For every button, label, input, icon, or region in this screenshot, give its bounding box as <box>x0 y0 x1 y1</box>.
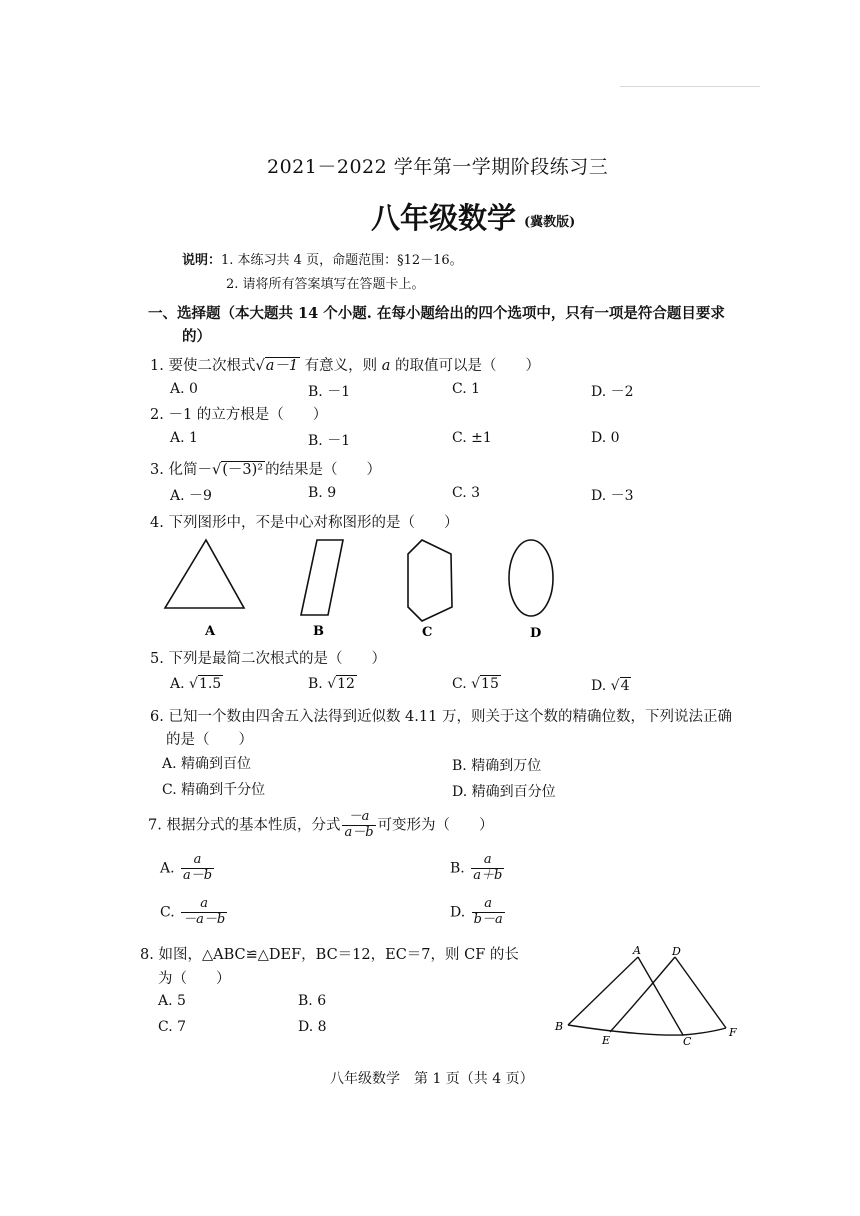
segment-ac <box>638 957 683 1035</box>
parallelogram-shape <box>301 540 343 615</box>
q1-pre: 1. 要使二次根式 <box>150 358 256 374</box>
q7-d-prefix: D. <box>450 904 470 921</box>
q7-b-fraction <box>471 853 504 884</box>
q3-option-a[interactable]: A. －9 <box>170 488 212 504</box>
figure-label-c: C <box>422 625 433 640</box>
q5-option-a[interactable] <box>170 676 223 692</box>
question-1 <box>150 354 540 375</box>
q3-radical: √(－3)² <box>211 462 264 478</box>
q7-pre: 7. 根据分式的基本性质，分式 <box>148 817 341 834</box>
q5-d-prefix: D. <box>591 678 611 694</box>
q2-option-d[interactable]: D. 0 <box>591 430 620 446</box>
notes-label: 说明： <box>182 253 222 268</box>
q8-triangle-figure <box>548 940 748 1050</box>
q7-d-fraction <box>472 897 505 928</box>
q2-option-b[interactable]: B. －1 <box>308 433 351 449</box>
q1-post: 有意义，则 <box>300 358 382 374</box>
q1-post2: 的取值可以是（ ） <box>390 358 541 374</box>
q5-a-radical: √1.5 <box>189 676 222 692</box>
hexagon-shape <box>408 540 452 621</box>
q5-c-radical: √15 <box>471 676 499 692</box>
q5-c-radicand: 15 <box>481 676 499 692</box>
q3-option-d[interactable]: D. －3 <box>591 488 634 504</box>
q5-d-radical: √4 <box>610 678 630 694</box>
question-7 <box>148 810 494 841</box>
q1-option-b[interactable]: B. －1 <box>308 384 351 400</box>
q3-post: 的结果是（ ） <box>265 462 382 478</box>
baseline-segment <box>568 1025 726 1035</box>
scan-artifact-line <box>620 86 760 87</box>
question-6: 6. 已知一个数由四舍五入法得到近似数 4.11 万，则关于这个数的精确位数，下列说法正确 <box>150 709 732 725</box>
q7-option-a[interactable] <box>160 853 216 884</box>
q7-c-prefix: C. <box>160 904 180 921</box>
q5-d-radicand: 4 <box>620 678 630 694</box>
q3-option-b[interactable]: B. 9 <box>308 485 337 501</box>
exam-title: 2021－2022 学年第一学期阶段练习三 <box>267 156 609 178</box>
q7-b-den: a＋b <box>473 867 503 883</box>
q5-option-c[interactable] <box>452 676 501 692</box>
notes-block <box>182 249 463 268</box>
q6-option-b[interactable]: B. 精确到万位 <box>452 758 542 774</box>
q7-option-d[interactable] <box>450 897 507 928</box>
question-3 <box>150 458 381 479</box>
point-e-label: E <box>602 1034 611 1047</box>
q5-b-prefix: B. <box>308 676 328 692</box>
segment-de <box>610 957 675 1032</box>
page-footer: 八年级数学 第 1 页（共 4 页） <box>330 1071 534 1087</box>
q8-option-d[interactable]: D. 8 <box>298 1019 327 1035</box>
q7-a-den: a－b <box>183 867 213 883</box>
point-b-label: B <box>555 1020 564 1033</box>
q5-b-radicand: 12 <box>337 676 355 692</box>
q6-option-a[interactable]: A. 精确到百位 <box>162 756 252 772</box>
question-4: 4. 下列图形中，不是中心对称图形的是（ ） <box>150 515 459 531</box>
question-8-cont: 为（ ） <box>158 971 231 987</box>
q5-a-radicand: 1.5 <box>198 676 222 692</box>
q7-c-den: －a－b <box>183 911 226 927</box>
q5-a-prefix: A. <box>170 676 190 692</box>
q7-a-prefix: A. <box>160 860 180 877</box>
q2-option-a[interactable]: A. 1 <box>170 430 198 446</box>
section-heading-cont: 的） <box>182 328 211 345</box>
point-f-label: F <box>729 1026 737 1039</box>
q8-option-c[interactable]: C. 7 <box>158 1019 187 1035</box>
q8-option-a[interactable]: A. 5 <box>158 993 186 1009</box>
q7-a-fraction <box>181 853 214 884</box>
q7-d-den: b－a <box>473 911 503 927</box>
figure-label-a: A <box>205 624 216 639</box>
q3-option-c[interactable]: C. 3 <box>452 485 481 501</box>
q7-c-num: a <box>200 896 209 911</box>
point-a-label: A <box>633 944 641 957</box>
q7-d-num: a <box>484 896 493 911</box>
section-heading: 一、选择题（本大题共 14 个小题. 在每小题给出的四个选项中，只有一项是符合题目要求 <box>148 305 725 322</box>
point-c-label: C <box>683 1035 692 1048</box>
segment-df <box>675 957 726 1028</box>
q1-var: a <box>381 358 391 374</box>
q3-pre: 3. 化简－ <box>150 462 212 478</box>
edition-label: (冀教版) <box>524 215 576 230</box>
q7-post: 可变形为（ ） <box>377 817 494 834</box>
q5-b-radical: √12 <box>327 676 355 692</box>
q7-b-num: a <box>483 852 492 867</box>
exam-subtitle: 八年级数学 <box>371 201 517 235</box>
q1-option-c[interactable]: C. 1 <box>452 381 481 397</box>
question-2: 2. －1 的立方根是（ ） <box>150 407 328 423</box>
q7-denominator: a－b <box>344 824 374 840</box>
q5-c-prefix: C. <box>452 676 472 692</box>
point-d-label: D <box>672 945 681 958</box>
segment-ab <box>568 957 638 1025</box>
q7-c-fraction <box>181 897 227 928</box>
q8-option-b[interactable]: B. 6 <box>298 993 327 1009</box>
q5-option-d[interactable] <box>591 678 631 694</box>
q2-option-c[interactable]: C. ±1 <box>452 430 492 446</box>
q3-radicand: (－3)² <box>222 462 264 478</box>
triangle-shape <box>165 540 244 608</box>
q7-numerator: －a <box>348 809 370 824</box>
figure-label-b: B <box>313 624 324 639</box>
q5-option-b[interactable] <box>308 676 357 692</box>
q1-radicand: a－1 <box>265 358 299 374</box>
q7-fraction <box>342 810 375 841</box>
q7-option-b[interactable] <box>450 853 506 884</box>
ellipse-shape <box>509 540 553 616</box>
q6-option-d[interactable]: D. 精确到百分位 <box>452 784 556 800</box>
q6-option-c[interactable]: C. 精确到千分位 <box>162 782 266 798</box>
q1-radical: √a－1 <box>255 358 299 374</box>
q1-option-a[interactable]: A. 0 <box>170 381 198 397</box>
notes-line-1: 1. 本练习共 4 页，命题范围：§12－16。 <box>221 253 463 268</box>
q7-b-prefix: B. <box>450 860 470 877</box>
notes-line-2: 2. 请将所有答案填写在答题卡上。 <box>226 277 425 292</box>
question-5: 5. 下列是最简二次根式的是（ ） <box>150 651 386 667</box>
figure-label-d: D <box>530 626 542 641</box>
q4-figures <box>150 530 600 650</box>
q1-option-d[interactable]: D. －2 <box>591 384 634 400</box>
q7-a-num: a <box>193 852 202 867</box>
q7-option-c[interactable] <box>160 897 229 928</box>
question-6-cont: 的是（ ） <box>166 732 253 748</box>
question-8: 8. 如图，△ABC≌△DEF，BC＝12，EC＝7，则 CF 的长 <box>140 947 519 963</box>
